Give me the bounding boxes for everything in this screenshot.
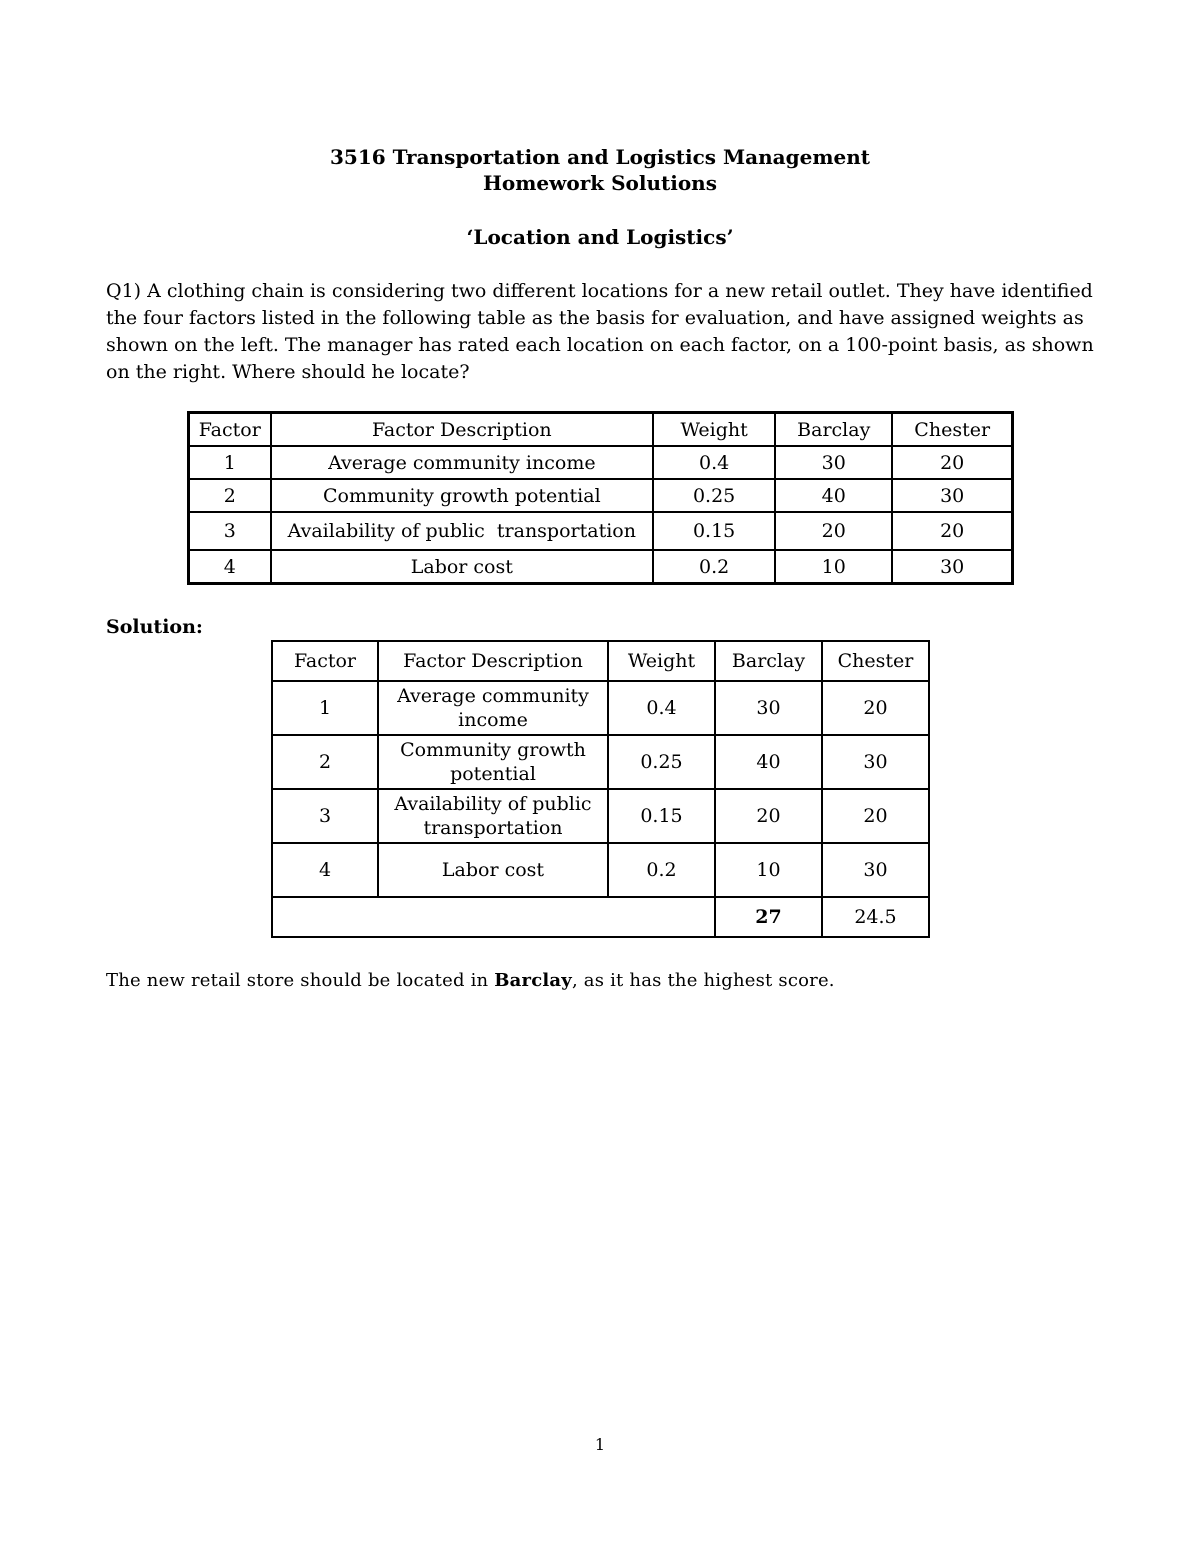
table-row <box>272 681 929 735</box>
table-cell: 3 <box>272 789 378 843</box>
blank-cell <box>272 897 378 937</box>
barclay-total: 27 <box>715 897 822 937</box>
table-cell: 3 <box>189 512 271 550</box>
table-cell: 30 <box>775 446 892 479</box>
column-header: Chester <box>822 641 929 681</box>
table-cell: 20 <box>822 789 929 843</box>
table-header-row <box>272 641 929 681</box>
blank-cell <box>378 897 608 937</box>
table-cell: 0.4 <box>608 681 715 735</box>
recommended-location: Barclay <box>494 970 572 991</box>
table-cell: 10 <box>715 843 822 897</box>
totals-row <box>272 897 929 937</box>
table-cell: 0.25 <box>653 479 775 512</box>
table-cell: Availability of public transportation <box>271 512 653 550</box>
table-cell: 20 <box>775 512 892 550</box>
table-cell: 30 <box>715 681 822 735</box>
table-cell: Average community income <box>378 681 608 735</box>
table-cell: Community growth potential <box>271 479 653 512</box>
table-cell: Availability of public transportation <box>378 789 608 843</box>
column-header: Factor <box>272 641 378 681</box>
table-cell: Labor cost <box>378 843 608 897</box>
document-title: Homework Solutions <box>483 171 717 195</box>
solution-label: Solution: <box>106 616 203 638</box>
column-header: Chester <box>892 413 1012 447</box>
table-cell: 4 <box>272 843 378 897</box>
table-header-row <box>189 413 1013 447</box>
table-row <box>189 446 1013 479</box>
column-header: Barclay <box>715 641 822 681</box>
table-cell: 2 <box>189 479 271 512</box>
column-header: Factor <box>189 413 271 447</box>
topic-title: ‘Location and Logistics’ <box>466 225 734 249</box>
table-cell: 30 <box>822 843 929 897</box>
solution-table <box>271 640 930 938</box>
table-row <box>272 789 929 843</box>
course-title: 3516 Transportation and Logistics Management <box>330 145 870 169</box>
conclusion-pre: The new retail store should be located in <box>106 970 495 991</box>
table-cell: 40 <box>775 479 892 512</box>
blank-cell <box>608 897 715 937</box>
table-cell: 4 <box>189 550 271 584</box>
table-cell: 2 <box>272 735 378 789</box>
table-row <box>272 735 929 789</box>
question-table <box>187 411 1014 585</box>
conclusion-text <box>106 970 835 991</box>
table-cell: 20 <box>892 512 1012 550</box>
table-cell: 40 <box>715 735 822 789</box>
column-header: Factor Description <box>378 641 608 681</box>
page-number: 1 <box>594 1435 606 1454</box>
table-cell: 20 <box>892 446 1012 479</box>
table-cell: 20 <box>715 789 822 843</box>
table-row <box>189 550 1013 584</box>
table-cell: 10 <box>775 550 892 584</box>
table-row <box>189 512 1013 550</box>
table-cell: 0.2 <box>653 550 775 584</box>
question-text: Q1) A clothing chain is considering two different locations for a new retail outlet. They have identified the four factors listed in the following table as the basis for evaluation, and have assigned weights as shown on the left. The manager has rated each location on each factor, on a 100-point basis, as shown on the right. Where should he locate? <box>106 280 1094 383</box>
column-header: Factor Description <box>271 413 653 447</box>
table-cell: 0.2 <box>608 843 715 897</box>
chester-total: 24.5 <box>822 897 929 937</box>
conclusion-post: , as it has the highest score. <box>571 970 835 991</box>
table-cell: 0.25 <box>608 735 715 789</box>
table-cell: 1 <box>272 681 378 735</box>
table-cell: Labor cost <box>271 550 653 584</box>
column-header: Weight <box>653 413 775 447</box>
table-cell: 30 <box>822 735 929 789</box>
table-cell: 0.4 <box>653 446 775 479</box>
table-row <box>272 843 929 897</box>
column-header: Barclay <box>775 413 892 447</box>
table-cell: 1 <box>189 446 271 479</box>
table-cell: Average community income <box>271 446 653 479</box>
table-cell: 30 <box>892 479 1012 512</box>
table-cell: 0.15 <box>608 789 715 843</box>
table-cell: 20 <box>822 681 929 735</box>
table-cell: 0.15 <box>653 512 775 550</box>
table-cell: 30 <box>892 550 1012 584</box>
table-cell: Community growth potential <box>378 735 608 789</box>
table-row <box>189 479 1013 512</box>
column-header: Weight <box>608 641 715 681</box>
